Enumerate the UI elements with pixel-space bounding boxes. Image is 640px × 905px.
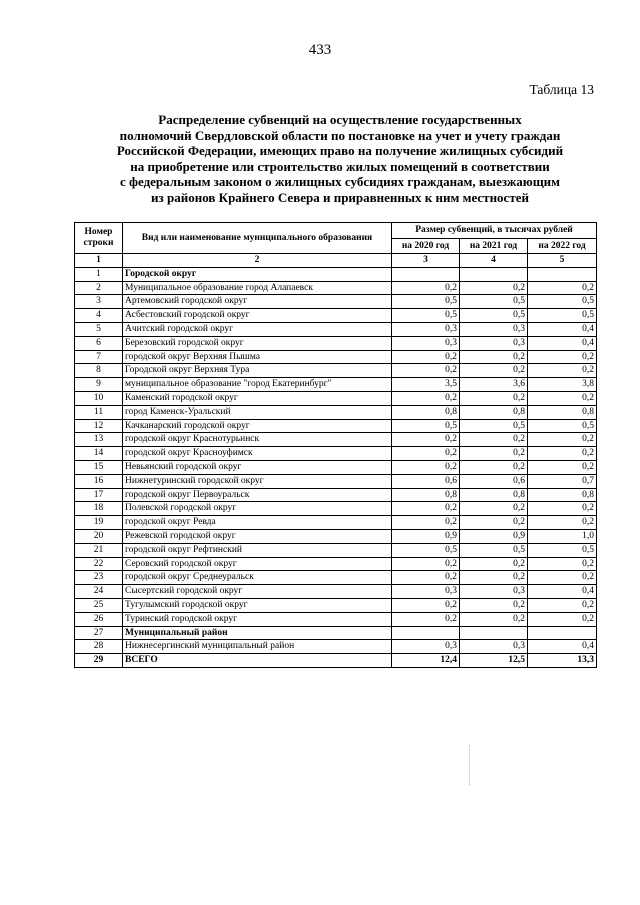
row-number-cell: 9 (75, 378, 123, 392)
value-2022-cell: 0,5 (528, 543, 597, 557)
value-2020-cell: 12,4 (392, 654, 460, 668)
value-2022-cell: 0,2 (528, 516, 597, 530)
municipality-name-cell: Серовский городской округ (123, 557, 392, 571)
value-2021-cell (460, 267, 528, 281)
value-2021-cell: 0,2 (460, 612, 528, 626)
value-2020-cell: 0,8 (392, 488, 460, 502)
value-2020-cell (392, 267, 460, 281)
municipality-name-cell: Невьянский городской округ (123, 460, 392, 474)
table-row (75, 281, 597, 295)
value-2021-cell: 0,2 (460, 571, 528, 585)
municipality-name-cell: городской округ Ревда (123, 516, 392, 530)
document-title (60, 112, 620, 205)
municipality-name-cell: городской округ Верхняя Пышма (123, 350, 392, 364)
table-row (75, 447, 597, 461)
row-number-cell: 8 (75, 364, 123, 378)
header-year-2020: на 2020 год (392, 239, 460, 254)
table-row (75, 557, 597, 571)
value-2020-cell: 0,3 (392, 322, 460, 336)
municipality-name-cell: муниципальное образование "город Екатеринбург" (123, 378, 392, 392)
value-2022-cell: 0,2 (528, 571, 597, 585)
value-2021-cell: 0,2 (460, 447, 528, 461)
value-2020-cell: 0,2 (392, 502, 460, 516)
table-row (75, 474, 597, 488)
table-row (75, 529, 597, 543)
municipality-name-cell: Асбестовский городской округ (123, 309, 392, 323)
municipality-name-cell: Туринский городской округ (123, 612, 392, 626)
table-row (75, 598, 597, 612)
municipality-name-cell: Качканарский городской округ (123, 419, 392, 433)
municipality-name-cell: Режевской городской округ (123, 529, 392, 543)
title-line: Российской Федерации, имеющих право на получение жилищных субсидий (116, 143, 564, 158)
value-2022-cell: 0,5 (528, 419, 597, 433)
table-row (75, 364, 597, 378)
value-2020-cell: 0,3 (392, 336, 460, 350)
value-2022-cell: 0,4 (528, 585, 597, 599)
municipality-name-cell: городской округ Краснотурьинск (123, 433, 392, 447)
row-number-cell: 14 (75, 447, 123, 461)
value-2020-cell: 3,5 (392, 378, 460, 392)
value-2021-cell: 0,3 (460, 322, 528, 336)
table-row (75, 585, 597, 599)
municipality-name-cell: Муниципальный район (123, 626, 392, 640)
value-2021-cell: 0,8 (460, 488, 528, 502)
value-2021-cell: 0,9 (460, 529, 528, 543)
row-number-cell: 17 (75, 488, 123, 502)
value-2022-cell: 1,0 (528, 529, 597, 543)
row-number-cell: 23 (75, 571, 123, 585)
column-numbers-row (75, 254, 597, 268)
row-number-cell: 24 (75, 585, 123, 599)
table-row (75, 267, 597, 281)
row-number-cell: 26 (75, 612, 123, 626)
value-2022-cell: 0,2 (528, 612, 597, 626)
value-2021-cell: 0,2 (460, 502, 528, 516)
page-number: 433 (308, 42, 332, 58)
table-row (75, 640, 597, 654)
value-2020-cell (392, 626, 460, 640)
row-number-cell: 27 (75, 626, 123, 640)
table-row (75, 612, 597, 626)
row-number-cell: 10 (75, 391, 123, 405)
row-number-cell: 15 (75, 460, 123, 474)
row-number-cell: 3 (75, 295, 123, 309)
table-row (75, 336, 597, 350)
value-2020-cell: 0,3 (392, 585, 460, 599)
municipality-name-cell: Березовский городской округ (123, 336, 392, 350)
value-2021-cell: 0,2 (460, 516, 528, 530)
value-2022-cell: 0,2 (528, 460, 597, 474)
value-2020-cell: 0,5 (392, 543, 460, 557)
value-2021-cell: 0,2 (460, 391, 528, 405)
header-year-2021: на 2021 год (460, 239, 528, 254)
column-number: 5 (528, 254, 597, 268)
header-subsidy-size: Размер субвенций, в тысячах рублей (392, 223, 597, 239)
value-2020-cell: 0,2 (392, 364, 460, 378)
municipality-name-cell: Полевской городской округ (123, 502, 392, 516)
municipality-name-cell: Муниципальное образование город Алапаевск (123, 281, 392, 295)
table-row (75, 516, 597, 530)
row-number-cell: 7 (75, 350, 123, 364)
column-number: 1 (75, 254, 123, 268)
value-2022-cell: 0,2 (528, 598, 597, 612)
row-number-cell: 5 (75, 322, 123, 336)
value-2021-cell: 0,2 (460, 557, 528, 571)
value-2020-cell: 0,8 (392, 405, 460, 419)
value-2020-cell: 0,2 (392, 391, 460, 405)
municipality-name-cell: город Каменск-Уральский (123, 405, 392, 419)
row-number-cell: 16 (75, 474, 123, 488)
value-2020-cell: 0,2 (392, 571, 460, 585)
value-2021-cell: 0,6 (460, 474, 528, 488)
value-2022-cell: 0,2 (528, 447, 597, 461)
value-2021-cell (460, 626, 528, 640)
value-2022-cell: 0,2 (528, 502, 597, 516)
value-2020-cell: 0,2 (392, 598, 460, 612)
value-2022-cell: 0,4 (528, 640, 597, 654)
value-2022-cell: 3,8 (528, 378, 597, 392)
row-number-cell: 22 (75, 557, 123, 571)
value-2022-cell: 0,4 (528, 336, 597, 350)
value-2020-cell: 0,6 (392, 474, 460, 488)
title-line: полномочий Свердловской области по постановке на учет и учету граждан (119, 127, 561, 143)
value-2022-cell (528, 626, 597, 640)
value-2022-cell: 0,8 (528, 405, 597, 419)
value-2021-cell: 0,3 (460, 336, 528, 350)
value-2022-cell: 0,5 (528, 295, 597, 309)
value-2021-cell: 0,3 (460, 585, 528, 599)
row-number-cell: 20 (75, 529, 123, 543)
column-number: 4 (460, 254, 528, 268)
row-number-cell: 25 (75, 598, 123, 612)
row-number-cell: 11 (75, 405, 123, 419)
row-number-cell: 2 (75, 281, 123, 295)
header-row-number: Номер строки (75, 223, 123, 254)
value-2022-cell: 13,3 (528, 654, 597, 668)
table-row (75, 378, 597, 392)
value-2022-cell (528, 267, 597, 281)
value-2022-cell: 0,4 (528, 322, 597, 336)
value-2022-cell: 0,5 (528, 309, 597, 323)
table-row (75, 309, 597, 323)
municipality-name-cell: Городской округ (123, 267, 392, 281)
row-number-cell: 13 (75, 433, 123, 447)
municipality-name-cell: Нижнесергинский муниципальный район (123, 640, 392, 654)
table-row (75, 460, 597, 474)
table-label: Таблица 13 (529, 82, 594, 97)
value-2020-cell: 0,5 (392, 419, 460, 433)
value-2021-cell: 0,5 (460, 419, 528, 433)
table-row (75, 350, 597, 364)
table-row (75, 654, 597, 668)
value-2022-cell: 0,2 (528, 350, 597, 364)
title-line: из районов Крайнего Севера и приравненных к ним местностей (151, 189, 529, 205)
table-row (75, 295, 597, 309)
scan-artifact-line (469, 745, 470, 785)
subsidies-table (74, 222, 597, 668)
value-2020-cell: 0,9 (392, 529, 460, 543)
table-row (75, 391, 597, 405)
row-number-cell: 12 (75, 419, 123, 433)
value-2022-cell: 0,2 (528, 391, 597, 405)
table-row (75, 571, 597, 585)
municipality-name-cell: Артемовский городской округ (123, 295, 392, 309)
value-2021-cell: 0,5 (460, 295, 528, 309)
municipality-name-cell: Тугулымский городской округ (123, 598, 392, 612)
column-number: 3 (392, 254, 460, 268)
title-line: с федеральным законом о жилищных субсидиях гражданам, выезжающим (119, 174, 561, 189)
table-row (75, 419, 597, 433)
table-row (75, 322, 597, 336)
table-row (75, 502, 597, 516)
value-2020-cell: 0,2 (392, 557, 460, 571)
table-row (75, 488, 597, 502)
municipality-name-cell: ВСЕГО (123, 654, 392, 668)
row-number-cell: 18 (75, 502, 123, 516)
value-2020-cell: 0,2 (392, 433, 460, 447)
table-body (75, 254, 597, 668)
value-2021-cell: 0,2 (460, 350, 528, 364)
table-row (75, 543, 597, 557)
value-2020-cell: 0,2 (392, 612, 460, 626)
value-2020-cell: 0,2 (392, 516, 460, 530)
value-2021-cell: 0,2 (460, 433, 528, 447)
value-2021-cell: 12,5 (460, 654, 528, 668)
municipality-name-cell: Городской округ Верхняя Тура (123, 364, 392, 378)
value-2021-cell: 0,5 (460, 309, 528, 323)
municipality-name-cell: Ачитский городской округ (123, 322, 392, 336)
municipality-name-cell: городской округ Первоуральск (123, 488, 392, 502)
value-2020-cell: 0,2 (392, 281, 460, 295)
value-2020-cell: 0,5 (392, 309, 460, 323)
value-2021-cell: 0,2 (460, 598, 528, 612)
row-number-cell: 4 (75, 309, 123, 323)
municipality-name-cell: Каменский городской округ (123, 391, 392, 405)
value-2021-cell: 0,3 (460, 640, 528, 654)
municipality-name-cell: городской округ Рефтинский (123, 543, 392, 557)
value-2021-cell: 0,5 (460, 543, 528, 557)
row-number-cell: 1 (75, 267, 123, 281)
value-2021-cell: 0,2 (460, 460, 528, 474)
header-year-2022: на 2022 год (528, 239, 597, 254)
title-line: Распределение субвенций на осуществление государственных (158, 112, 522, 127)
municipality-name-cell: Сысертский городской округ (123, 585, 392, 599)
table-row (75, 405, 597, 419)
value-2022-cell: 0,7 (528, 474, 597, 488)
row-number-cell: 28 (75, 640, 123, 654)
row-number-cell: 19 (75, 516, 123, 530)
table-row (75, 626, 597, 640)
value-2022-cell: 0,2 (528, 433, 597, 447)
value-2022-cell: 0,2 (528, 557, 597, 571)
municipality-name-cell: городской округ Красноуфимск (123, 447, 392, 461)
row-number-cell: 29 (75, 654, 123, 668)
value-2020-cell: 0,2 (392, 350, 460, 364)
value-2022-cell: 0,2 (528, 281, 597, 295)
value-2020-cell: 0,2 (392, 460, 460, 474)
value-2020-cell: 0,3 (392, 640, 460, 654)
value-2020-cell: 0,2 (392, 447, 460, 461)
table-row (75, 433, 597, 447)
header-municipality: Вид или наименование муниципального образования (123, 223, 392, 254)
value-2021-cell: 0,2 (460, 364, 528, 378)
value-2021-cell: 0,2 (460, 281, 528, 295)
column-number: 2 (123, 254, 392, 268)
row-number-cell: 6 (75, 336, 123, 350)
row-number-cell: 21 (75, 543, 123, 557)
value-2021-cell: 0,8 (460, 405, 528, 419)
municipality-name-cell: Нижнетуринский городской округ (123, 474, 392, 488)
municipality-name-cell: городской округ Среднеуральск (123, 571, 392, 585)
value-2021-cell: 3,6 (460, 378, 528, 392)
value-2022-cell: 0,2 (528, 364, 597, 378)
value-2020-cell: 0,5 (392, 295, 460, 309)
value-2022-cell: 0,8 (528, 488, 597, 502)
title-line: на приобретение или строительство жилых помещений в соответствии (130, 158, 550, 174)
